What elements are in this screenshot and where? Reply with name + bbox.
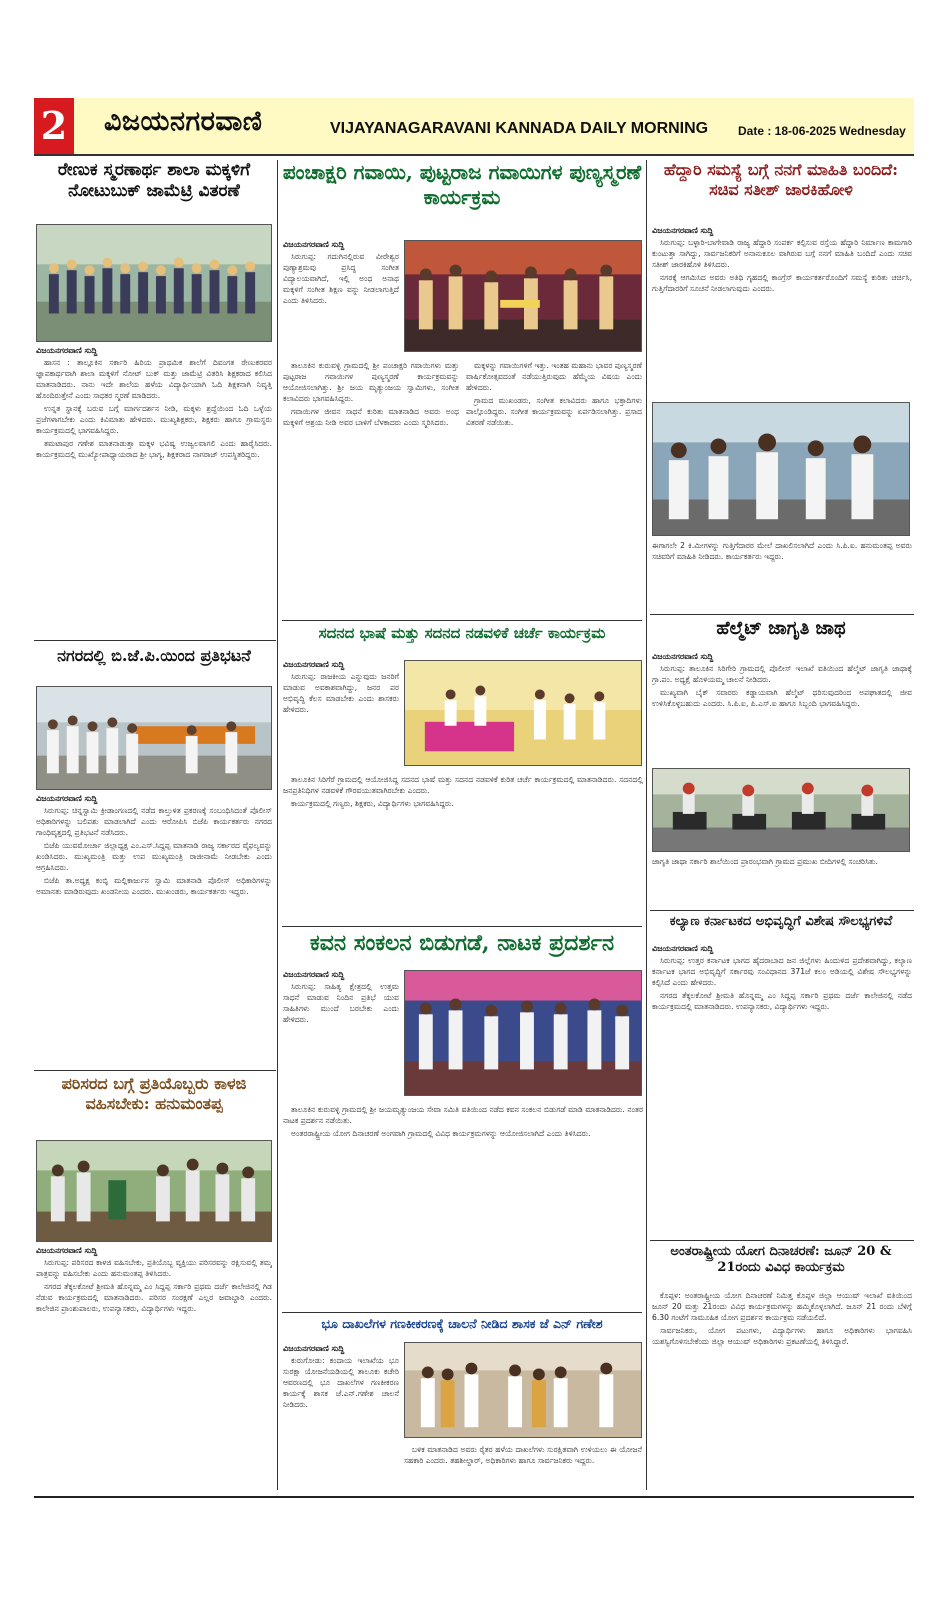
body-panchakshari-right [466,360,642,616]
body-paragraph: ಸಿರುಗುಪ್ಪ: ಉತ್ತರ ಕರ್ನಾಟಕ ಭಾಗದ ಹೈದರಾಬಾದ ಜನ ಜಿಲ್ಲೆಗಳು ಹಿಂದುಳಿದ ಪ್ರದೇಶವಾಗಿದ್ದು, ಕಲ್ಯಾಣ ಕರ್ನಾಟಕ ಭಾಗದ ಅಭಿವೃದ್ಧಿಗೆ ಸರ್ಕಾರವು ಸಂವಿಧಾನದ 371ಜೆ ಕಲಂ ಅಡಿಯಲ್ಲಿ ವಿಶೇಷ ಸೌಲಭ್ಯಗಳನ್ನು ಕಲ್ಪಿಸಿದೆ ಎಂದು ಹೇಳಿದರು. [652,956,912,987]
body-paragraph: ಸಿರುಗುಪ್ಪ: ಸಾಹಿತ್ಯ ಕ್ಷೇತ್ರದಲ್ಲಿ ಉತ್ತಮ ಸಾಧನೆ ಮಾಡುವ ನಿಂದಿನ ಪ್ರತಿಭೆ ಯುವ ಸಾಹಿತಿಗಳು ಮುಂದೆ ಬರಬೇಕು ಎಂದು ಹೇಳಿದರು. [283,982,399,1024]
headline-helmet: ಹೆಲ್ಮೆಟ್ ಜಾಗೃತಿ ಜಾಥ [716,618,846,639]
body-helmet [652,663,912,763]
photo-panchakshari-program [404,240,642,352]
headline-kavana: ಕವನ ಸಂಕಲನ ಬಿಡುಗಡೆ, ನಾಟಕ ಪ್ರದರ್ಶನ [309,930,615,956]
body-paragraph: ತಾಲೂಕಿನ ಕುರುವಳ್ಳಿ ಗ್ರಾಮದಲ್ಲಿ ಶ್ರೀ ಪಂಚಾಕ್ಷರಿ ಗವಾಯಿಗಳು ಮತ್ತು ಪುಟ್ಟರಾಜ ಗವಾಯಿಗಳ ಪುಣ್ಯಸ್ಮರಣೆ ಕಾರ್ಯಕ್ರಮವನ್ನು ಆಯೋಜಿಸಲಾಗಿತ್ತು. ಶ್ರೀ ಜಯ ಮೃತ್ಯುಂಜಯ ಸ್ವಾಮಿಗಳು, ಸಂಗೀತ ಕಲಾವಿದರು ಭಾಗವಹಿಸಿದ್ದರು. [283,361,459,403]
body-sadana-left [283,671,399,771]
byline-helmet: ವಿಜಯನಗರವಾಣಿ ಸುದ್ದಿ [652,652,714,661]
photo-bjp-protest [36,686,272,790]
body-paragraph: ನಗರಕ್ಕೆ ಆಗಮಿಸಿದ ಅವರು ಅತಿಥಿ ಗೃಹದಲ್ಲಿ ಕಾಂಗ್ರೆಸ್ ಕಾರ್ಯಕರ್ತರೊಂದಿಗೆ ಸಮಸ್ಯೆ ಕುರಿತು ಚರ್ಚಿಸಿ, ಗುತ್ತಿಗೆದಾರರಿಗೆ ಸೂಚನೆ ನೀಡಲಾಗುವುದು ಎಂದರು. [652,273,912,293]
byline-sadana: ವಿಜಯನಗರವಾಣಿ ಸುದ್ದಿ [283,660,345,669]
body-bjp-protest [36,805,272,1063]
body-paragraph: ಮುಖ್ಯವಾಗಿ ಬೈಕ್ ಸವಾರರು ಕಡ್ಡಾಯವಾಗಿ ಹೆಲ್ಮೆಟ್ ಧರಿಸುವುದರಿಂದ ಅಪಘಾತದಲ್ಲಿ ಜೀವ ಉಳಿಸಿಕೊಳ್ಳಬಹುದು ಎಂದರು. ಸಿ.ಪಿ.ಐ, ಪಿ.ಎಸ್.ಐ ಹಾಗೂ ಸಿಬ್ಬಂದಿ ಭಾಗವಹಿಸಿದ್ದರು. [652,688,912,708]
body-paragraph: ಬಿಜೆಪಿ ಯುವಮೋರ್ಚಾ ಜಿಲ್ಲಾಧ್ಯಕ್ಷ ಎಂ.ಎಸ್.ಸಿದ್ದಪ್ಪ ಮಾತನಾಡಿ ರಾಜ್ಯ ಸರ್ಕಾರದ ವೈಫಲ್ಯವನ್ನು ಖಂಡಿಸಿದರು. ಮುಖ್ಯಮಂತ್ರಿ ಮತ್ತು ಉಪ ಮುಖ್ಯಮಂತ್ರಿ ರಾಜೀನಾಮೆ ನೀಡಬೇಕು ಎಂದು ಆಗ್ರಹಿಸಿದರು. [36,841,272,872]
article-rule [282,926,642,927]
body-paragraph: ಸಿರುಗುಪ್ಪ: ಗದುಗಿನಲ್ಲಿರುವ ವೀರೇಶ್ವರ ಪುಣ್ಯಾಶ್ರಮವು ಪ್ರಸಿದ್ಧ ಸಂಗೀತ ವಿದ್ಯಾಲಯವಾಗಿದೆ, ಇಲ್ಲಿ ಅಂಧ ಅನಾಥ ಮಕ್ಕಳಿಗೆ ಸಂಗೀತ ಶಿಕ್ಷಣ ವನ್ನು ನೀಡಲಾಗುತ್ತಿದೆ ಎಂದು ತಿಳಿಸಿದರು. [283,252,399,305]
body-paragraph: ಉನ್ನತ ಸ್ಥಾನಕ್ಕೆ ಬರುವ ಬಗ್ಗೆ ಮಾರ್ಗದರ್ಶನ ನೀಡಿ, ಮಕ್ಕಳು ಶ್ರದ್ಧೆಯಿಂದ ಓದಿ ಒಳ್ಳೆಯ ಪ್ರಜೆಗಳಾಗಬೇಕು ಎಂದು ಕಿವಿಮಾತು ಹೇಳಿದರು. ಮುಖ್ಯಶಿಕ್ಷಕರು, ಶಿಕ್ಷಕರು ಹಾಗೂ ಗ್ರಾಮಸ್ಥರು ಕಾರ್ಯಕ್ರಮದಲ್ಲಿ ಭಾಗವಹಿಸಿದ್ದರು. [36,404,272,435]
body-paragraph: ಅಂತರರಾಷ್ಟ್ರೀಯ ಯೋಗ ದಿನಾಚರಣೆ ಅಂಗವಾಗಿ ಗ್ರಾಮದಲ್ಲಿ ವಿವಿಧ ಕಾರ್ಯಕ್ರಮಗಳನ್ನು ಆಯೋಜಿಸಲಾಗಿದೆ ಎಂದು ತಿಳಿಸಿದರು. [291,1129,591,1138]
body-kavana [283,1104,643,1308]
body-paragraph: ಕಾರ್ಯಕ್ರಮದಲ್ಲಿ ಗಣ್ಯರು, ಶಿಕ್ಷಕರು, ವಿದ್ಯಾರ್ಥಿಗಳು ಭಾಗವಹಿಸಿದ್ದರು. [291,799,454,808]
photo-tree-planting [36,1140,272,1242]
body-notebook [36,357,272,632]
masthead-date: Date : 18-06-2025 Wednesday [738,124,906,138]
body-paragraph: ನಗರದ ತೆಕ್ಕಲಕೋಟೆ ಶ್ರೀಮತಿ ಹೊನ್ನಮ್ಮ ಎಂ ಸಿದ್ದಪ್ಪ ಸರ್ಕಾರಿ ಪ್ರಥಮ ದರ್ಜೆ ಕಾಲೇಜಿನಲ್ಲಿ ಗಿಡ ನೆಡುವ ಕಾರ್ಯಕ್ರಮದಲ್ಲಿ ಮಾತನಾಡಿದರು. ಪರಿಸರ ಸಂರಕ್ಷಣೆ ಎಲ್ಲರ ಜವಾಬ್ದಾರಿ ಎಂದರು. ಕಾಲೇಜಿನ ಪ್ರಾಂಶುಪಾಲರು, ಉಪನ್ಯಾಸಕರು, ವಿದ್ಯಾರ್ಥಿಗಳು ಇದ್ದರು. [36,1282,272,1313]
masthead-title-kannada: ವಿಜಯನಗರವಾಣಿ [104,106,263,137]
article-rule [282,1312,642,1313]
body-yoga [652,1290,912,1492]
article-rule [650,910,914,911]
body-paragraph: ಸಿರುಗುಪ್ಪ: ರಾಜಕೀಯ ಎನ್ನುವುದು ಜನರಿಗೆ ಮಾಡುವ ಅವಕಾಶವಾಗಿದ್ದು, ಜನರ ಪರ ಅಭಿವೃದ್ಧಿ ಕೆಲಸ ಮಾಡಬೇಕು ಎಂದು ಶಾಸಕರು ಹೇಳಿದರು. [283,672,399,714]
byline-bjp-protest: ವಿಜಯನಗರವಾಣಿ ಸುದ್ದಿ [36,794,98,803]
body-paragraph: ತಮಟಾಪುರ ಗಣೇಶ ಮಾತನಾಡುತ್ತಾ ಮಕ್ಕಳ ಭವಿಷ್ಯ ಉಜ್ವಲವಾಗಲಿ ಎಂದು ಹಾರೈಸಿದರು. ಕಾರ್ಯಕ್ರಮದಲ್ಲಿ ಮುಖ್ಯೋಪಾಧ್ಯಾಯರಾದ ಶ್ರೀ ಭಾಗ್ಯ, ಶಿಕ್ಷಕರಾದ ನಾಗರಾಜ್ ಉಪಸ್ಥಿತರಿದ್ದರು. [36,439,272,459]
body-kalyana [652,955,912,1235]
byline-bhoo: ವಿಜಯನಗರವಾಣಿ ಸುದ್ದಿ [283,1344,345,1353]
body-paragraph: ಕೊಪ್ಪಳ: ಅಂತರಾಷ್ಟ್ರೀಯ ಯೋಗ ದಿನಾಚರಣೆ ನಿಮಿತ್ತ ಕೊಪ್ಪಳ ಜಿಲ್ಲಾ ಆಯುಷ್ ಇಲಾಖೆ ವತಿಯಿಂದ ಜೂನ್ 20 ಮತ್ತು 21ರಂದು ವಿವಿಧ ಕಾರ್ಯಕ್ರಮಗಳನ್ನು ಹಮ್ಮಿಕೊಳ್ಳಲಾಗಿದೆ. ಜೂನ್ 21 ರಂದು ಬೆಳಿಗ್ಗೆ 6.30 ಗಂಟೆಗೆ ಸಾಮೂಹಿಕ ಯೋಗ ಪ್ರದರ್ಶನ ಕಾರ್ಯಕ್ರಮ ನಡೆಯಲಿದೆ. [652,1291,912,1322]
masthead-rule [34,154,914,156]
body-bhoo-right [404,1444,642,1492]
headline-yoga: ಅಂತರಾಷ್ಟ್ರೀಯ ಯೋಗ ದಿನಾಚರಣೆ: ಜೂನ್ 20 & 21ರಂದು ವಿವಿಧ ಕಾರ್ಯಕ್ರಮ [670,1244,892,1276]
caption-satish: ಈಗಾಗಲೇ 2 ಕಿ.ಮೀಗಳನ್ನು ಗುತ್ತಿಗೆದಾರರ ಮೇಲೆ ದಾಖಲಿಸಲಾಗಿದೆ ಎಂದು ಸಿ.ಪಿ.ಐ. ಹನುಮಂತಪ್ಪ ಅವರು ಸಚಿವರಿಗೆ ಮಾಹಿತಿ ನೀಡಿದರು. ಕಾರ್ಯಕರ್ತರು ಇದ್ದರು. [652,541,912,561]
photo-kavana-release [404,970,642,1096]
article-rule [650,1240,914,1241]
body-paragraph: ತಾಲೂಕಿನ ಸಿರಿಗೆರೆ ಗ್ರಾಮದಲ್ಲಿ ಆಯೋಜಿಸಿದ್ದ ಸದನದ ಭಾಷೆ ಮತ್ತು ಸದನದ ನಡವಳಿಕೆ ಕುರಿತ ಚರ್ಚೆ ಕಾರ್ಯಕ್ರಮದಲ್ಲಿ ಮಾತನಾಡಿದರು. ಸದನದಲ್ಲಿ ಜನಪ್ರತಿನಿಧಿಗಳ ನಡವಳಿಕೆ ಗೌರವಯುತವಾಗಿರಬೇಕು ಎಂದರು. [283,775,643,795]
headline-sadana: ಸದನದ ಭಾಷೆ ಮತ್ತು ಸದನದ ನಡವಳಿಕೆ ಚರ್ಚೆ ಕಾರ್ಯಕ್ರಮ [318,624,606,642]
page-number: 2 [34,98,74,154]
byline-environment: ವಿಜಯನಗರವಾಣಿ ಸುದ್ದಿ [36,1246,98,1255]
body-paragraph: ತಾಲೂಕಿನ ಕುರುವಳ್ಳಿ ಗ್ರಾಮದಲ್ಲಿ ಶ್ರೀ ಜಯಮೃತ್ಯುಂಜಯ ಸೇವಾ ಸಮಿತಿ ವತಿಯಿಂದ ನಡೆದ ಕವನ ಸಂಕಲನ ಬಿಡುಗಡೆ ಮಾಡಿ ಮಾತನಾಡಿದರು. ನಂತರ ನಾಟಕ ಪ್ರದರ್ಶನ ನಡೆಯಿತು. [283,1105,643,1125]
headline-kalyana: ಕಲ್ಯಾಣ ಕರ್ನಾಟಕದ ಅಭಿವೃದ್ಧಿಗೆ ವಿಶೇಷ ಸೌಲಭ್ಯಗಳಿವೆ [669,914,893,929]
headline-bhoo: ಭೂ ದಾಖಲೆಗಳ ಗಣಕೀಕರಣಕ್ಕೆ ಚಾಲನೆ ನೀಡಿದ ಶಾಸಕ ಜೆ ಎನ್ ಗಣೇಶ [321,1316,603,1331]
article-rule [34,640,276,641]
masthead-title-english: VIJAYANAGARAVANI KANNADA DAILY MORNING [330,120,709,137]
photo-sadana-program [404,660,642,766]
photo-helmet-rally [652,768,910,852]
headline-panchakshari: ಪಂಚಾಕ್ಷರಿ ಗವಾಯಿ, ಪುಟ್ಟರಾಜ ಗವಾಯಿಗಳ ಪುಣ್ಯಸ್ಮರಣೆ ಕಾರ್ಯಕ್ರಮ [282,160,642,209]
byline-kavana: ವಿಜಯನಗರವಾಣಿ ಸುದ್ದಿ [283,970,345,979]
body-satish [652,237,912,395]
body-paragraph: ಗವಾಯಿಗಳ ಜೀವನ ಸಾಧನೆ ಕುರಿತು ಮಾತನಾಡಿದ ಅವರು ಅಂಧ ಮಕ್ಕಳಿಗೆ ಆಶ್ರಯ ನೀಡಿ ಅವರ ಬಾಳಿಗೆ ಬೆಳಕಾದರು ಎಂದು ಸ್ಮರಿಸಿದರು. [283,407,459,427]
body-panchakshari-left [283,251,399,361]
body-paragraph: ಗ್ರಾಮದ ಮುಖಂಡರು, ಸಂಗೀತ ಕಲಾವಿದರು ಹಾಗೂ ಭಕ್ತಾದಿಗಳು ಪಾಲ್ಗೊಂಡಿದ್ದರು. ಸಂಗೀತ ಕಾರ್ಯಕ್ರಮವನ್ನು ಏರ್ಪಡಿಸಲಾಗಿತ್ತು. ಪ್ರಸಾದ ವಿತರಣೆ ನಡೆಯಿತು. [466,396,642,427]
article-rule [650,614,914,615]
photo-bhoo-digitization [404,1342,642,1438]
photo-satish-meeting [652,402,910,536]
page-bottom-rule [34,1496,914,1498]
photo-notebook-distribution [36,224,272,342]
body-paragraph: ನಗರದ ತೆಕ್ಕಲಕೋಟೆ ಶ್ರೀಮತಿ ಹೊನ್ನಮ್ಮ ಎಂ ಸಿದ್ದಪ್ಪ ಸರ್ಕಾರಿ ಪ್ರಥಮ ದರ್ಜೆ ಕಾಲೇಜಿನಲ್ಲಿ ನಡೆದ ಕಾರ್ಯಕ್ರಮದಲ್ಲಿ ಮಾತನಾಡಿದರು. ಉಪನ್ಯಾಸಕರು, ವಿದ್ಯಾರ್ಥಿಗಳು ಇದ್ದರು. [652,991,912,1011]
headline-bjp-protest: ನಗರದಲ್ಲಿ ಬಿ.ಜೆ.ಪಿ.ಯಿಂದ ಪ್ರತಿಭಟನೆ [57,646,251,665]
body-paragraph: ಸಾರ್ವಜನಿಕರು, ಯೋಗ ಪಟುಗಳು, ವಿದ್ಯಾರ್ಥಿಗಳು ಹಾಗೂ ಅಧಿಕಾರಿಗಳು ಭಾಗವಹಿಸಿ ಯಶಸ್ವಿಗೊಳಿಸಬೇಕೆಂದು ಜಿಲ್ಲಾ ಆಯುಷ್ ಅಧಿಕಾರಿಗಳು ಪ್ರಕಟಣೆಯಲ್ಲಿ ತಿಳಿಸಿದ್ದಾರೆ. [652,1326,912,1346]
byline-notebook: ವಿಜಯನಗರವಾಣಿ ಸುದ್ದಿ [36,346,98,355]
body-paragraph: ಸಿರುಗುಪ್ಪ: ಪರಿಸರದ ಕಾಳಜಿ ವಹಿಸಬೇಕು, ಪ್ರತಿಯೊಬ್ಬ ವ್ಯಕ್ತಿಯು ಪರಿಸರವನ್ನು ರಕ್ಷಿಸುವಲ್ಲಿ ತಮ್ಮ ಪಾತ್ರವನ್ನು ವಹಿಸಬೇಕು ಎಂದು ಹನುಮಂತಪ್ಪ ತಿಳಿಸಿದರು. [36,1258,272,1278]
body-sadana [283,774,643,922]
column-rule-2 [646,160,647,1490]
byline-panchakshari: ವಿಜಯನಗರವಾಣಿ ಸುದ್ದಿ [283,240,345,249]
body-paragraph: ಹಾಸನ : ತಾಲ್ಲೂಕಿನ ಸರ್ಕಾರಿ ಹಿರಿಯ ಪ್ರಾಥಮಿಕ ಶಾಲೆಗೆ ದಿವಂಗತ ರೇಣುಕರವರ ಜ್ಞಾಪಕಾರ್ಥವಾಗಿ ಶಾಲಾ ಮಕ್ಕಳಿಗೆ ನೋಟ್ ಬುಕ್ ಮತ್ತು ಜಾಮೆಟ್ರಿ ವಿತರಿಸಿ ಶಿಕ್ಷಕರಾದ ಕಲಿಸಿದ ಮಾತನಾಡಿದರು. ನಾನು ಇದೇ ಶಾಲೆಯ ಹಳೆಯ ವಿದ್ಯಾರ್ಥಿಯಾಗಿ ಓದಿ ಶಿಕ್ಷಕನಾಗಿ ನಿವೃತ್ತಿ ಹೊಂದಿರುತ್ತೇನೆ ಎಂದು ಸಾಧಕರ ಸ್ಮರಣೆ ಮಾಡಿದರು. [36,358,272,400]
body-paragraph: ಮಕ್ಕಳನ್ನು ಗವಾಯಿಗಳಿಗೆ ಇತ್ತು. ಇಂತಹ ಮಹಾನು ಭಾವರ ಪುಣ್ಯಸ್ಮರಣೆ ವಾರ್ಷಿಕೋತ್ಸವದಂತೆ ನಡೆಯುತ್ತಿರುವುದು ಹೆಮ್ಮೆಯ ವಿಷಯ ಎಂದು ಹೇಳಿದರು. [466,361,642,392]
caption-helmet: ಜಾಗೃತಿ ಜಾಥಾ ಸರ್ಕಾರಿ ಶಾಲೆಯಿಂದ ಪ್ರಾರಂಭವಾಗಿ ಗ್ರಾಮದ ಪ್ರಮುಖ ಬೀದಿಗಳಲ್ಲಿ ಸಂಚರಿಸಿತು. [652,857,878,866]
article-rule [34,1070,276,1071]
body-paragraph: ಬಳಿಕ ಮಾತನಾಡಿದ ಅವರು ರೈತರ ಹಳೆಯ ದಾಖಲೆಗಳು ಸುರಕ್ಷಿತವಾಗಿ ಉಳಿಯಲು ಈ ಯೋಜನೆ ಸಹಕಾರಿ ಎಂದರು. ತಹಶೀಲ್ದಾರ್, ಅಧಿಕಾರಿಗಳು ಹಾಗೂ ಸಾರ್ವಜನಿಕರು ಇದ್ದರು. [404,1445,642,1465]
column-rule-1 [277,160,278,1490]
article-rule [282,620,642,621]
body-panchakshari-middle [283,360,459,616]
headline-notebook: ರೇಣುಕ ಸ್ಮರಣಾರ್ಥ ಶಾಲಾ ಮಕ್ಕಳಿಗೆ ನೋಟುಬುಕ್ ಜಾಮೆಟ್ರಿ ವಿತರಣೆ [57,160,251,202]
byline-satish: ವಿಜಯನಗರವಾಣಿ ಸುದ್ದಿ [652,226,714,235]
headline-satish: ಹೆದ್ದಾರಿ ಸಮಸ್ಯೆ ಬಗ್ಗೆ ನನಗೆ ಮಾಹಿತಿ ಬಂದಿದೆ: ಸಚಿವ ಸತೀಶ್ ಜಾರಕಿಹೋಳಿ [663,160,899,199]
body-kavana-left [283,981,399,1101]
body-environment [36,1257,272,1491]
headline-environment: ಪರಿಸರದ ಬಗ್ಗೆ ಪ್ರತಿಯೊಬ್ಬರು ಕಾಳಜಿ ವಹಿಸಬೇಕು: ಹನುಮಂತಪ್ಪ [61,1074,247,1113]
byline-kalyana: ವಿಜಯನಗರವಾಣಿ ಸುದ್ದಿ [652,944,714,953]
body-paragraph: ಕುರುಗೋಡು: ಕಂದಾಯ ಇಲಾಖೆಯ ಭೂ ಸುರಕ್ಷಾ ಯೋಜನೆಯಡಿಯಲ್ಲಿ ತಾಲೂಕು ಕಚೇರಿ ಆವರಣದಲ್ಲಿ ಭೂ ದಾಖಲೆಗಳ ಗಣಕೀಕರಣ ಕಾರ್ಯಕ್ಕೆ ಶಾಸಕ ಜೆ.ಎನ್.ಗಣೇಶ ಚಾಲನೆ ನೀಡಿದರು. [283,1356,399,1409]
body-paragraph: ಸಿರುಗುಪ್ಪ: ಚಿನ್ನಸ್ವಾಮಿ ಕ್ರೀಡಾಂಗಣದಲ್ಲಿ ನಡೆದ ಕಾಲ್ತುಳಿತ ಪ್ರಕರಣಕ್ಕೆ ಸಂಬಂಧಿಸಿದಂತೆ ಪೊಲೀಸ್ ಅಧಿಕಾರಿಗಳನ್ನು ಬಲಿಪಶು ಮಾಡಲಾಗಿದೆ ಎಂದು ಆರೋಪಿಸಿ ಬಿಜೆಪಿ ಕಾರ್ಯಕರ್ತರು ನಗರದ ಗಾಂಧಿವೃತ್ತದಲ್ಲಿ ಪ್ರತಿಭಟನೆ ನಡೆಸಿದರು. [36,806,272,837]
body-paragraph: ಸಿರುಗುಪ್ಪ: ತಾಲೂಕಿನ ಸಿರಿಗೇರಿ ಗ್ರಾಮದಲ್ಲಿ ಪೊಲೀಸ್ ಇಲಾಖೆ ವತಿಯಿಂದ ಹೆಲ್ಮೆಟ್ ಜಾಗೃತಿ ಜಾಥಾಕ್ಕೆ ಗ್ರಾ.ಪಂ. ಅಧ್ಯಕ್ಷೆ ಹೊಳಿಯಮ್ಮ ಚಾಲನೆ ನೀಡಿದರು. [652,664,912,684]
body-paragraph: ಬಿಜೆಪಿ ತಾ.ಅಧ್ಯಕ್ಷ ಕಂಬ್ಳಿ ಮಲ್ಲಿಕಾರ್ಜುನ ಸ್ವಾಮಿ ಮಾತನಾಡಿ ಪೊಲೀಸ್ ಅಧಿಕಾರಿಗಳನ್ನು ಅಮಾನತು ಮಾಡಿರುವುದು ಖಂಡನೀಯ ಎಂದರು. ಮುಖಂಡರು, ಕಾರ್ಯಕರ್ತರು ಇದ್ದರು. [36,876,272,896]
body-bhoo-left [283,1355,399,1491]
body-paragraph: ಸಿರುಗುಪ್ಪ: ಬಳ್ಳಾರಿ-ಬಾಗೇವಾಡಿ ರಾಜ್ಯ ಹೆದ್ದಾರಿ ಸಂಪರ್ಕ ಕಲ್ಪಿಸುವ ರಸ್ತೆಯ ಹೆದ್ದಾರಿ ನಿರ್ಮಾಣ ಕಾಮಗಾರಿ ಕುಂಟುತ್ತಾ ಸಾಗಿದ್ದು, ಸಾರ್ವಜನಿಕರಿಗೆ ಅನಾನುಕೂಲ ವಾಗಿರುವ ಬಗ್ಗೆ ನನಗೆ ಮಾಹಿತಿ ಬಂದಿದೆ ಎಂದು ಸಚಿವ ಸತೀಶ್ ಜಾರಕಿಹೊಳಿ ತಿಳಿಸಿದರು. [652,238,912,269]
